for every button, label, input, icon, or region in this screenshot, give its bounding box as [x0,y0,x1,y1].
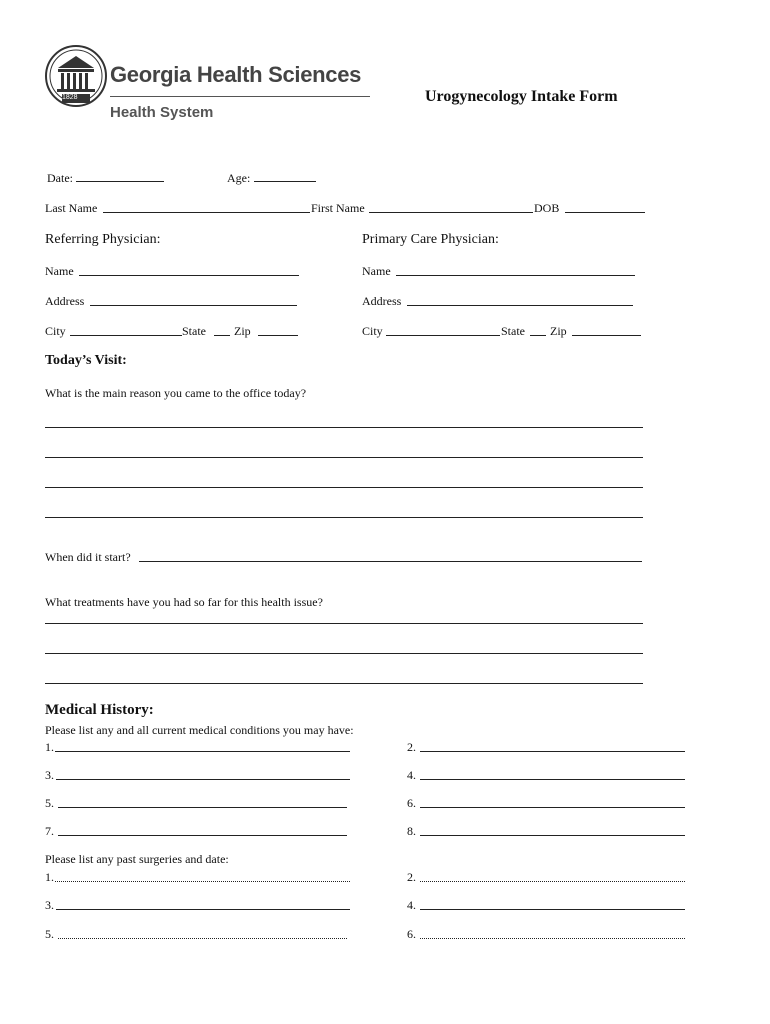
primary-heading: Primary Care Physician: [362,232,499,247]
referring-address-field[interactable] [90,305,297,306]
surgery-number: 2. [407,870,416,884]
reason-line[interactable] [45,517,643,518]
referring-name-field[interactable] [79,275,299,276]
start-question: When did it start? [45,550,131,564]
condition-field[interactable] [420,807,685,808]
surgery-field[interactable] [420,881,685,882]
referring-city-field[interactable] [70,335,182,336]
dob-field[interactable] [565,212,645,213]
reason-line[interactable] [45,457,643,458]
reason-line[interactable] [45,427,643,428]
first-name-label: First Name [311,201,365,215]
surgeries-prompt: Please list any past surgeries and date: [45,852,229,866]
primary-zip-label: Zip [550,324,567,338]
surgery-number: 5. [45,927,54,941]
last-name-field[interactable] [103,212,310,213]
treatments-line[interactable] [45,623,643,624]
primary-state-field[interactable] [530,335,546,336]
condition-number: 2. [407,740,416,754]
seal-year: 1828 [62,94,78,101]
surgery-number: 6. [407,927,416,941]
date-field[interactable] [76,181,164,182]
condition-field[interactable] [420,835,685,836]
treatments-line[interactable] [45,683,643,684]
primary-name-label: Name [362,264,391,278]
visit-heading: Today’s Visit: [45,353,127,368]
treatments-question: What treatments have you had so far for this health issue? [45,595,323,609]
form-title: Urogynecology Intake Form [425,88,618,105]
surgery-field[interactable] [56,909,350,910]
dob-label: DOB [534,201,560,215]
age-field[interactable] [254,181,316,182]
condition-field[interactable] [55,751,350,752]
condition-field[interactable] [58,807,347,808]
condition-number: 1. [45,740,54,754]
org-name: Georgia Health Sciences [110,62,362,87]
condition-field[interactable] [58,835,347,836]
surgery-number: 4. [407,898,416,912]
referring-address-label: Address [45,294,85,308]
primary-address-field[interactable] [407,305,633,306]
primary-city-label: City [362,324,383,338]
referring-name-label: Name [45,264,74,278]
primary-zip-field[interactable] [572,335,641,336]
primary-address-label: Address [362,294,402,308]
condition-number: 3. [45,768,54,782]
condition-number: 8. [407,824,416,838]
condition-number: 5. [45,796,54,810]
referring-city-label: City [45,324,66,338]
referring-state-label: State [182,324,206,338]
org-subname: Health System [110,104,214,121]
date-label: Date: [47,171,73,185]
surgery-field[interactable] [55,881,350,882]
surgery-number: 3. [45,898,54,912]
condition-number: 6. [407,796,416,810]
surgery-field[interactable] [58,938,347,939]
referring-zip-field[interactable] [258,335,298,336]
conditions-prompt: Please list any and all current medical conditions you may have: [45,723,354,737]
surgery-field[interactable] [420,938,685,939]
condition-field[interactable] [420,751,685,752]
treatments-line[interactable] [45,653,643,654]
reason-question: What is the main reason you came to the office today? [45,386,307,400]
history-heading: Medical History: [45,702,154,718]
surgery-number: 1. [45,870,54,884]
referring-heading: Referring Physician: [45,232,161,247]
condition-number: 4. [407,768,416,782]
start-field[interactable] [139,561,642,562]
primary-state-label: State [501,324,525,338]
last-name-label: Last Name [45,201,98,215]
reason-line[interactable] [45,487,643,488]
logo [40,44,380,124]
condition-field[interactable] [420,779,685,780]
age-label: Age: [227,171,251,185]
condition-field[interactable] [56,779,350,780]
condition-number: 7. [45,824,54,838]
referring-state-field[interactable] [214,335,230,336]
primary-name-field[interactable] [396,275,635,276]
logo-divider [110,96,370,97]
surgery-field[interactable] [420,909,685,910]
referring-zip-label: Zip [234,324,251,338]
primary-city-field[interactable] [386,335,500,336]
first-name-field[interactable] [369,212,533,213]
